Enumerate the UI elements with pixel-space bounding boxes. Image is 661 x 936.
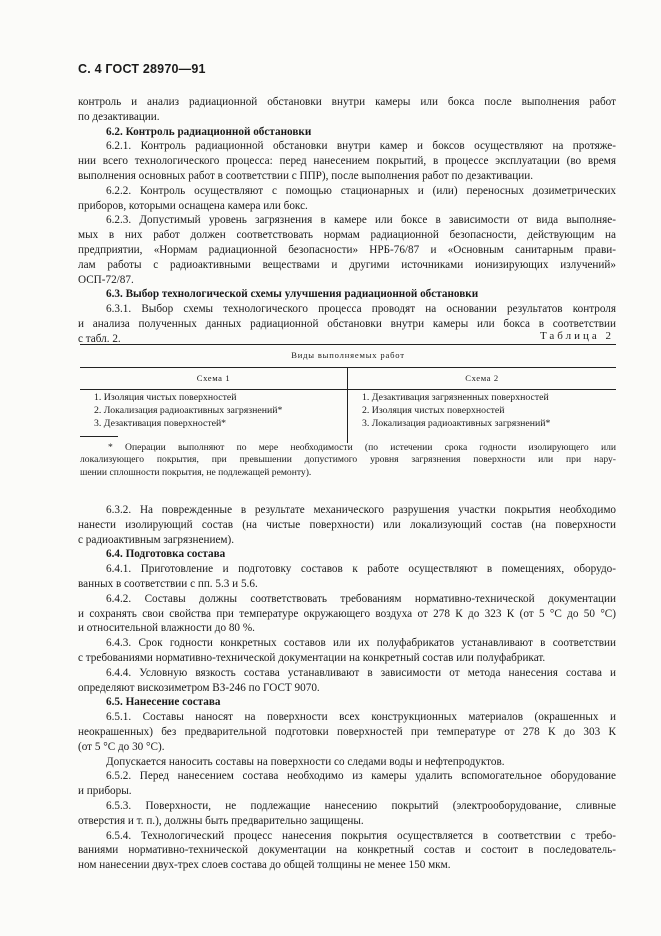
text-line: 6.2.3. Допустимый уровень загрязнения в камере или боксе в зависимости от вида выполняе- <box>106 214 616 227</box>
text-line: предприятии, «Нормам радиационной безопасности» НРБ-76/87 и «Основным санитарным прави- <box>78 243 616 256</box>
text-line: с табл. 2. <box>78 332 121 345</box>
table-caption: Таблица 2 <box>539 330 614 342</box>
section-heading: 6.3. Выбор технологической схемы улучшения радиационной обстановки <box>106 288 479 301</box>
text-line: выполнения основных работ в соответствии с ППР), после выполнения работ по дезактивации. <box>78 169 534 182</box>
text-line: лам работы с радиоактивными веществами и другими источниками ионизирующих излучений» <box>78 258 616 271</box>
table-rule <box>80 344 616 345</box>
text-line: ОСП-72/87. <box>78 273 134 286</box>
text-line: с радиоактивным загрязнением). <box>78 533 235 546</box>
footnote-line: локализующего покрытия, при превышении допустимого уровня загрязнения поверхности или при нару- <box>80 454 616 466</box>
text-line: приборов, которыми оснащена камера или бокс. <box>78 199 308 212</box>
text-line: по дезактивации. <box>78 110 160 123</box>
text-line: нии всего технологического процесса: перед нанесением покрытий, в процессе эксплуатации (во время <box>78 155 616 168</box>
text-line: 6.3.1. Выбор схемы технологического процесса проводят на основании результатов контроля <box>106 303 616 316</box>
text-line: 6.5.4. Технологический процесс нанесения покрытия осуществляется в соответствии с требо- <box>106 829 616 842</box>
text-line: и сохранять свои свойства при температуре окружающего воздуха от 278 К до 323 К (от 5 °С до 50 °С) <box>78 607 616 620</box>
footnote-line: * Операции выполняют по мере необходимости (по истечении срока годности изолирующего или <box>108 442 616 453</box>
text-line: ном нанесении двух-трех слоев состава до общей толщины не менее 150 мкм. <box>78 859 451 872</box>
text-line: с требованиями нормативно-технической документации на конкретный состав или полуфабрикат. <box>78 651 546 664</box>
text-line: 6.2.1. Контроль радиационной обстановки внутри камер и боксов осуществляют на протяже- <box>106 140 616 153</box>
footnote-rule <box>80 436 118 437</box>
table-cell: 1. Дезактивация загрязненных поверхностей <box>362 392 549 403</box>
text-line: и приборы. <box>78 785 132 798</box>
text-line: 6.5.1. Составы наносят на поверхности всех конструкционных материалов (окрашенных и <box>106 711 616 724</box>
table-cell: 2. Локализация радиоактивных загрязнений* <box>94 405 283 416</box>
column-header-scheme-1: Схема 1 <box>196 373 231 383</box>
text-line: неокрашенных) без предварительной подготовки поверхностей при температуре от 278 К до 303 К <box>78 725 616 738</box>
table-rule <box>80 389 616 390</box>
text-line: ваниями нормативно-технической документации на конкретный состав и состоит в последователь- <box>78 844 616 857</box>
section-heading: 6.4. Подготовка состава <box>106 548 226 561</box>
text-line: 6.3.2. На поврежденные в результате механического разрушения участки покрытия необходимо <box>106 504 616 516</box>
upper-text <box>78 95 616 347</box>
lower-text <box>78 503 616 873</box>
section-heading: 6.2. Контроль радиационной обстановки <box>106 125 312 138</box>
section-heading: 6.5. Нанесение состава <box>106 696 221 709</box>
text-line: 6.2.2. Контроль осуществляют с помощью стационарных и (или) переносных дозиметрических <box>106 184 616 197</box>
text-line: 6.4.3. Срок годности конкретных составов или их полуфабрикатов устанавливают в соответствии <box>106 637 616 650</box>
text-line: 6.4.4. Условную вязкость состава устанавливают в зависимости от метода нанесения состава и <box>106 666 616 679</box>
text-line: мых в них работ должен соответствовать нормам радиационной безопасности, действующим на <box>78 229 616 242</box>
text-line: и анализа полученных данных радиационной обстановки внутри камеры или бокса в соответствии <box>78 317 616 330</box>
column-header-scheme-2: Схема 2 <box>465 373 499 383</box>
text-line: Допускается наносить составы на поверхности со следами воды и нефтепродуктов. <box>106 755 505 768</box>
text-line: (от 5 °С до 30 °С). <box>78 740 165 753</box>
text-line: определяют вискозиметром ВЗ-246 по ГОСТ 9070. <box>78 681 320 694</box>
table-header: Виды выполняемых работ <box>291 350 405 360</box>
text-line: контроль и анализ радиационной обстановки внутри камеры или бокса после выполнения работ <box>78 96 616 108</box>
text-line: 6.4.2. Составы должны соответствовать требованиям нормативно-технической документации <box>106 592 616 605</box>
text-line: 6.4.1. Приготовление и подготовку составов к работе осуществляют в помещениях, оборудо- <box>106 563 616 576</box>
text-line: 6.5.3. Поверхности, не подлежащие нанесению покрытий (электрооборудование, сливные <box>106 799 616 812</box>
text-line: нанести изолирующий состав (на чистые поверхности) или локализующий состав (на поверхности <box>78 518 616 531</box>
text-line: ванных в соответствии с пп. 5.3 и 5.6. <box>78 577 258 590</box>
table-cell: 2. Изоляция чистых поверхностей <box>362 405 505 416</box>
text-line: 6.5.2. Перед нанесением состава необходимо из камеры удалить вспомогательное оборудование <box>106 770 616 783</box>
text-line: отверстия и т. п.), должны быть предварительно защищены. <box>78 814 364 827</box>
page-header: С. 4 ГОСТ 28970—91 <box>78 62 206 76</box>
table-cell: 1. Изоляция чистых поверхностей <box>94 392 237 403</box>
table-footnote <box>80 442 616 479</box>
table-cell: 3. Дезактивация поверхностей* <box>94 418 227 429</box>
text-line: и относительной влажности до 80 %. <box>78 622 255 635</box>
footnote-line: шении сплошности покрытия, не подлежащей ремонту). <box>80 466 312 478</box>
table-cell: 3. Локализация радиоактивных загрязнений* <box>362 418 551 429</box>
table-rule <box>80 367 616 368</box>
